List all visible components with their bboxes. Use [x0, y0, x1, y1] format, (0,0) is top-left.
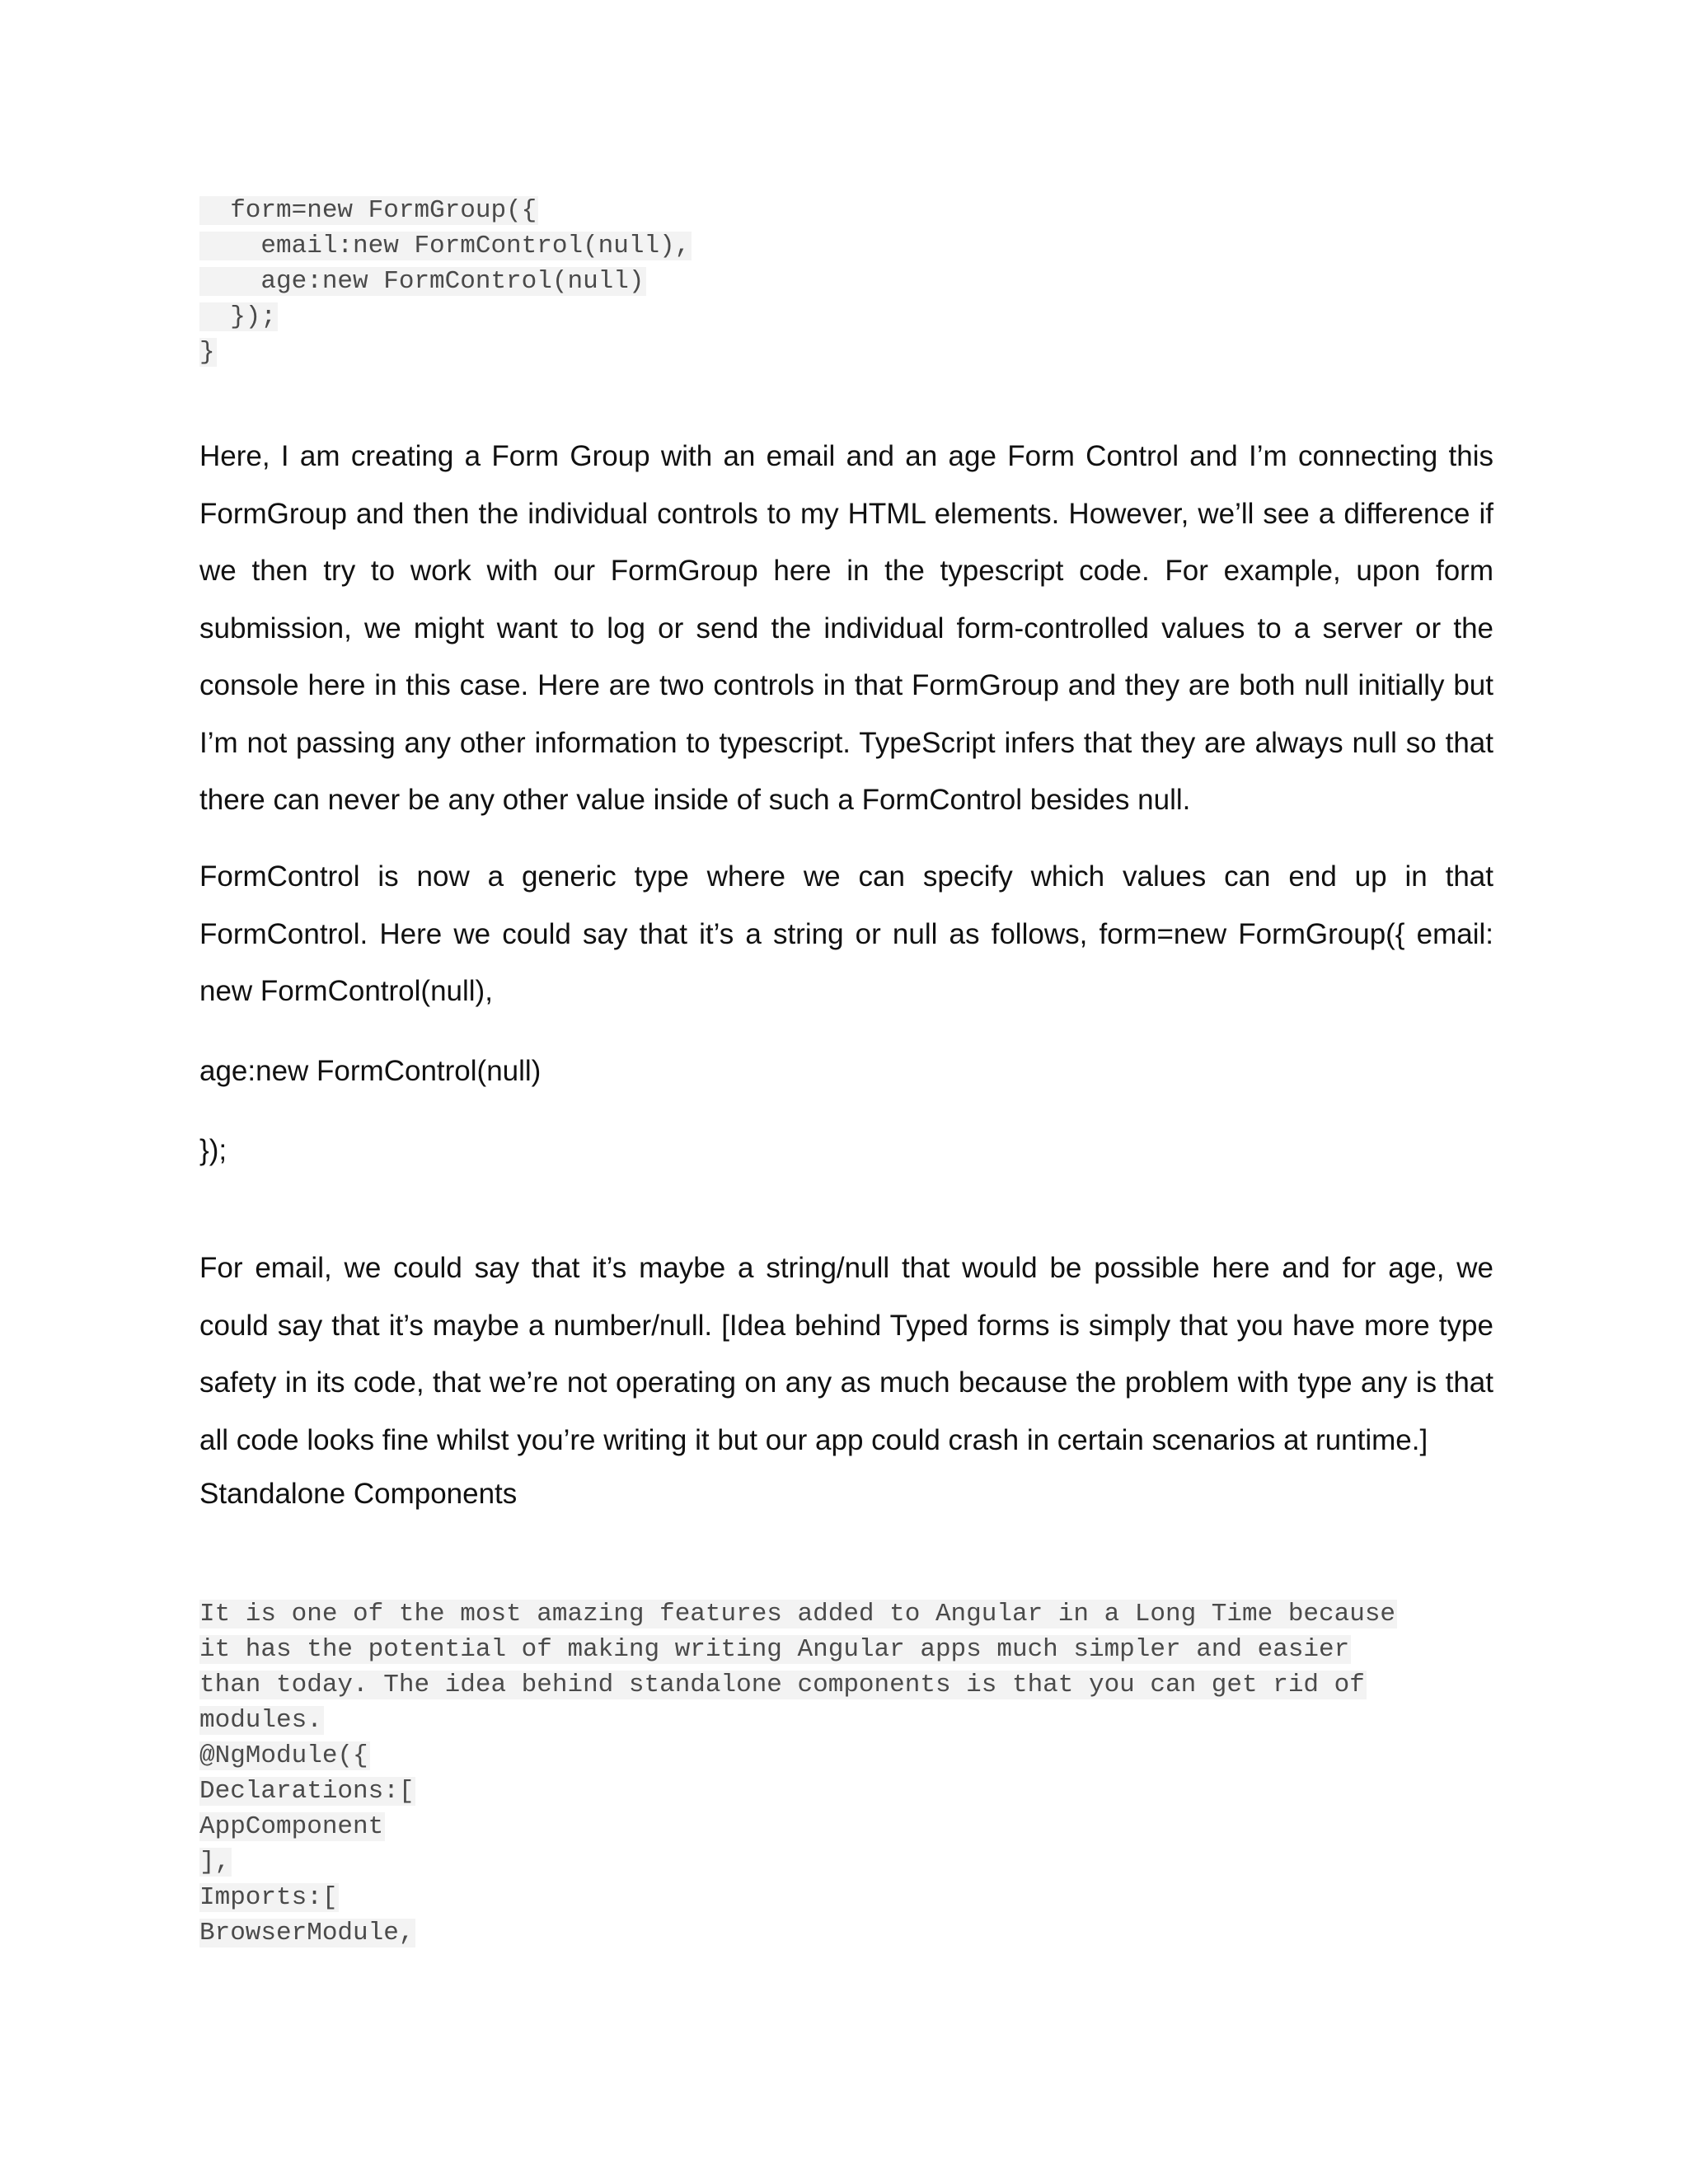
code-line: It is one of the most amazing features added to Angular in a Long Time because — [199, 1600, 1396, 1629]
code-line: ], — [199, 1848, 231, 1877]
paragraph-form-group: Here, I am creating a Form Group with an email and an age Form Control and I’m connecting this FormGroup and then the individual controls to my HTML elements. However, we’ll see a difference if we then try to work with our FormGroup here in the typescript code. For example, upon form submission, we might want to log or send the individual form-controlled values to a server or the console here in this case. Here are two controls in that FormGroup and they are both null initially but I’m not passing any other information to typescript. TypeScript infers that they are always null so that there can never be any other value inside of such a FormControl besides null. — [199, 440, 1493, 816]
code-line: Imports:[ — [199, 1883, 338, 1912]
code-line: @NgModule({ — [199, 1741, 368, 1770]
code-line: Declarations:[ — [199, 1777, 415, 1806]
code-line: modules. — [199, 1706, 322, 1735]
code-line: email:new FormControl(null), — [199, 232, 691, 260]
paragraph-age-line: age:new FormControl(null) — [199, 1055, 542, 1087]
section-heading: Standalone Components — [199, 1478, 518, 1510]
code-line: BrowserModule, — [199, 1919, 415, 1947]
code-line: form=new FormGroup({ — [199, 196, 537, 225]
paragraph-closing-line: }); — [199, 1134, 227, 1166]
code-line: age:new FormControl(null) — [199, 267, 645, 296]
code-line: }); — [199, 302, 277, 331]
paragraph-typed-forms: For email, we could say that it’s maybe a string/null that would be possible here and for age, we could say that it’s maybe a number/null. [Idea behind Typed forms is simply that you have more type safety in its code, that we’re not operating on any as much because the problem with type any is that all code looks fine whilst you’re writing it but our app could crash in certain scenarios at runtime.] — [199, 1252, 1493, 1456]
code-line: AppComponent — [199, 1812, 384, 1841]
code-line: } — [199, 338, 215, 367]
paragraph-form-control-generic: FormControl is now a generic type where we can specify which values can end up in that FormControl. Here we could say that it’s a string or null as follows, form=new FormGroup({ email: new FormControl(null), — [199, 860, 1493, 1007]
code-line: than today. The idea behind standalone components is that you can get rid of — [199, 1671, 1365, 1699]
code-line: it has the potential of making writing Angular apps much simpler and easier — [199, 1635, 1350, 1664]
